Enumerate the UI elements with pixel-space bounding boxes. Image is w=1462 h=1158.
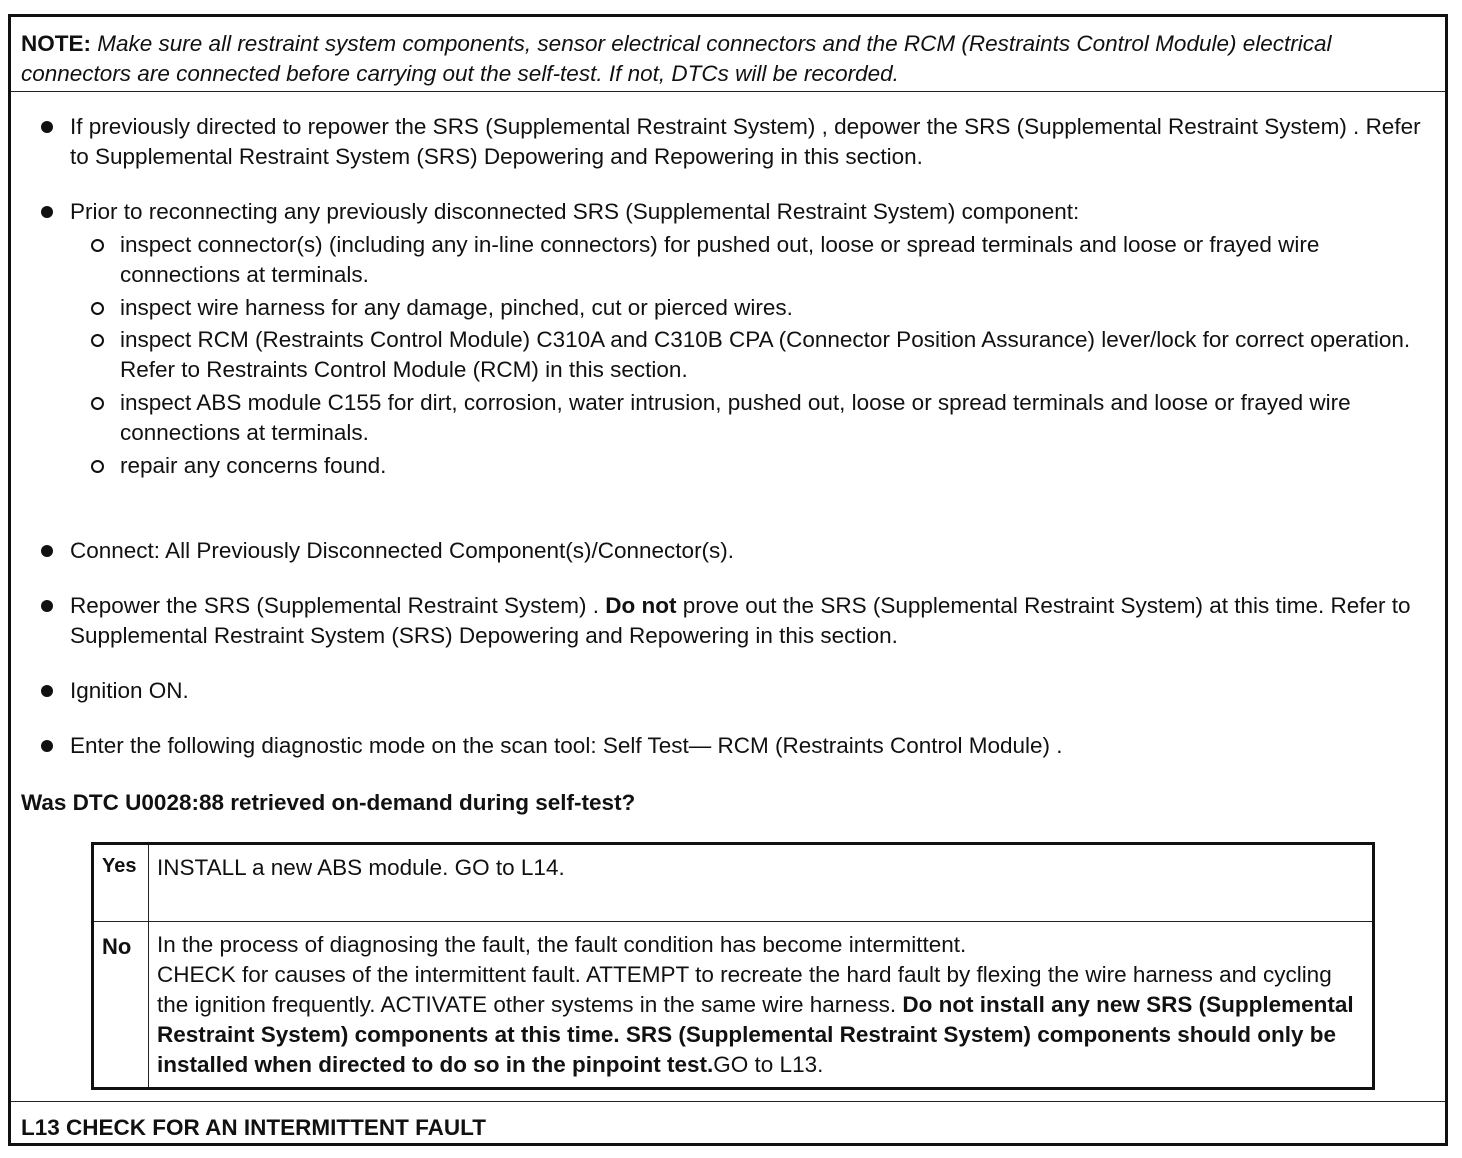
answer-text-yes: INSTALL a new ABS module. GO to L14. [157,855,565,880]
bullet-icon [41,545,53,557]
step-2-text: Prior to reconnecting any previously disconnected SRS (Supplemental Restraint System) component: [70,199,1080,224]
step-4-emphasis: Do not [605,593,677,618]
sub-bullet-icon [91,239,104,252]
sub-bullet-icon [91,460,104,473]
answer-table [91,842,1375,1090]
step-4-text-b: prove out the SRS (Supplemental Restraint System) at this time. Refer to Supplemental Restraint System (SRS) Depowering and Repowering in this section. [70,593,1411,648]
answer-no-warning: Do not install any new SRS (Supplemental Restraint System) components at this time. SRS (Supplemental Restraint System) components should only be installed when directed to do so in the pinpoint test. [157,992,1354,1077]
sub-bullet-icon [91,334,104,347]
step-4-text-a: Repower the SRS (Supplemental Restraint System) . [70,593,606,618]
answer-no-line1: In the process of diagnosing the fault, the fault condition has become intermittent. [157,932,967,957]
bullet-icon [41,206,53,218]
step-3-text: Connect: All Previously Disconnected Component(s)/Connector(s). [70,538,735,563]
note-label: NOTE: [21,31,91,56]
bullet-icon [41,600,53,612]
answer-label-yes: Yes [94,845,149,921]
sub-bullet-icon [91,397,104,410]
sub-bullet-icon [91,302,104,315]
step-4-text [70,591,1440,651]
substep-5-text: repair any concerns found. [120,453,387,478]
bullet-icon [41,121,53,133]
substep-1-text: inspect connector(s) (including any in-line connectors) for pushed out, loose or spread terminals and loose or frayed wire connections at terminals. [120,232,1320,287]
step-1-text: If previously directed to repower the SRS (Supplemental Restraint System) , depower the SRS (Supplemental Restraint System) . Refer to Supplemental Restraint System (SRS) Depowering and Repowering in this section. [70,114,1421,169]
answer-text-no [157,930,1357,1080]
answer-no-goto: GO to L13. [713,1052,824,1077]
substep-2-text: inspect wire harness for any damage, pinched, cut or pierced wires. [120,295,793,320]
bullet-icon [41,740,53,752]
note-text: Make sure all restraint system components, sensor electrical connectors and the RCM (Restraints Control Module) electrical connectors are connected before carrying out the self-test. If not, DTCs will be recorded. [21,31,1332,86]
answer-label-no: No [94,922,149,1087]
substep-4-text: inspect ABS module C155 for dirt, corrosion, water intrusion, pushed out, loose or spread terminals and loose or frayed wire connections at terminals. [120,390,1351,445]
test-question: Was DTC U0028:88 retrieved on-demand during self-test? [21,790,636,815]
answer-row-no [94,922,1372,1087]
step-5-text: Ignition ON. [70,678,189,703]
procedure-frame [8,14,1448,1146]
answer-no-line2: CHECK for causes of the intermittent fault. ATTEMPT to recreate the hard fault by flexing the wire harness and cycling the ignition frequently. ACTIVATE other systems in the same wire harness. [157,962,1332,1017]
step-6-text: Enter the following diagnostic mode on the scan tool: Self Test— RCM (Restraints Control Module) . [70,733,1063,758]
substep-3-text: inspect RCM (Restraints Control Module) C310A and C310B CPA (Connector Position Assurance) lever/lock for correct operation. Refer to Restraints Control Module (RCM) in this section. [120,327,1411,382]
divider [11,91,1445,92]
note-block [21,29,1421,89]
answer-row-yes [94,845,1372,922]
next-step-heading: L13 CHECK FOR AN INTERMITTENT FAULT [21,1115,486,1140]
bullet-icon [41,685,53,697]
divider [11,1101,1445,1102]
